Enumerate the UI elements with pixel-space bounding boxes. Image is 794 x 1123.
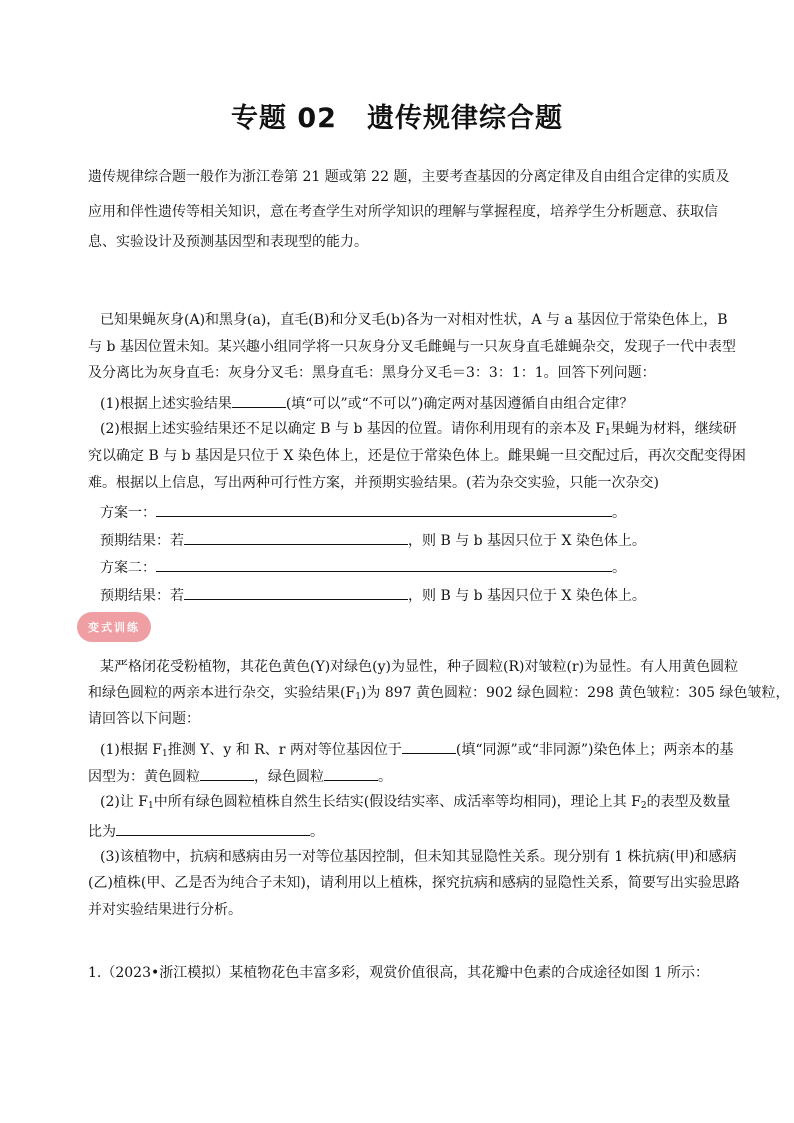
- expect-2-row: [100, 586, 646, 603]
- plan-1-row: [100, 503, 626, 520]
- end-mark: 。: [378, 769, 392, 785]
- expect-2-label: 预期结果：若: [100, 588, 184, 604]
- example-q2-line-2: 究以确定 B 与 b 基因是只位于 X 染色体上，还是位于常染色体上。雌果蝇一旦交配过后，再次交配变得困: [88, 448, 746, 464]
- answer-blank[interactable]: [402, 740, 456, 754]
- variant-stem-text: 和绿色圆粒的两亲本进行杂交，实验结果(F: [88, 685, 356, 701]
- plan-2-blank[interactable]: [156, 558, 612, 572]
- subscript: 1: [605, 428, 611, 438]
- intro-line-2: 应用和伴性遗传等相关知识，意在考查学生对所学知识的理解与掌握程度，培养学生分析题意、获取信: [88, 204, 718, 220]
- variant-q3-line-3: 并对实验结果进行分析。: [88, 902, 242, 918]
- variant-q3-line-1: (3)该植物中，抗病和感病由另一对等位基因控制，但未知其显隐性关系。现分别有 1 株抗病(甲)和感病: [100, 849, 737, 865]
- variant-q2-text: (2)让 F: [100, 794, 148, 810]
- example-q2-line-3: 难。根据以上信息，写出两种可行性方案，并预期实验结果。(若为杂交实验，只能一次杂交): [88, 475, 659, 491]
- example-q1: [100, 394, 633, 411]
- variant-q1-text-end: (填“同源”或“非同源”)染色体上；两亲本的基: [455, 742, 734, 758]
- plan-1-label: 方案一：: [100, 505, 156, 521]
- variant-q1-genotype-green: ，绿色圆粒: [254, 769, 324, 785]
- intro-line-1: 遗传规律综合题一般作为浙江卷第 21 题或第 22 题，主要考查基因的分离定律及自由组合定律的实质及: [88, 169, 730, 185]
- variant-q1-text-mid: 推测 Y、y 和 R、r 两对等位基因位于: [167, 742, 402, 758]
- example-q1-text: (1)根据上述实验结果: [100, 396, 232, 412]
- variant-stem-text-end: )为 897 黄色圆粒：902 绿色圆粒：298 黄色皱粒：305 绿色皱粒，: [360, 685, 790, 701]
- end-mark: 。: [612, 505, 626, 521]
- variant-stem-line-2: [88, 686, 790, 700]
- variant-q1-genotype-yellow: 因型为：黄色圆粒: [88, 769, 200, 785]
- example-stem-line-3: 及分离比为灰身直毛：灰身分叉毛：黑身直毛：黑身分叉毛＝3：3：1：1。回答下列问题：: [88, 365, 656, 381]
- variant-training-badge: 变式训练: [77, 612, 151, 642]
- title-part-2: 遗传规律综合题: [366, 103, 563, 134]
- answer-blank[interactable]: [200, 767, 254, 781]
- variant-stem-line-3: 请回答以下问题：: [88, 711, 200, 727]
- answer-blank[interactable]: [324, 767, 378, 781]
- question-1-stem: 1.（2023•浙江模拟）某植物花色丰富多彩，观赏价值很高，其花瓣中色素的合成途径如图 1 所示：: [88, 965, 710, 981]
- plan-2-row: [100, 558, 626, 575]
- variant-q2-ratio-label: 比为: [88, 824, 116, 840]
- variant-q2-text-mid: 中所有绿色圆粒植株自然生长结实(假设结实率、成活率等均相同)，理论上其 F: [153, 794, 641, 810]
- title-part-1: 专题 02: [231, 103, 337, 134]
- end-mark: 。: [612, 560, 626, 576]
- example-q2-text: (2)根据上述实验结果还不足以确定 B 与 b 基因的位置。请你利用现有的亲本及 F: [100, 421, 606, 437]
- variant-q1-line-2: [88, 767, 392, 784]
- answer-blank[interactable]: [232, 394, 286, 408]
- expect-2-text: ，则 B 与 b 基因只位于 X 染色体上。: [408, 588, 646, 604]
- variant-q1-text: (1)根据 F: [100, 742, 162, 758]
- expect-1-label: 预期结果：若: [100, 533, 184, 549]
- subscript: 1: [355, 692, 361, 702]
- variant-q2-text-end: 的表型及数量: [646, 794, 731, 810]
- example-stem-line-2: 与 b 基因位置未知。某兴趣小组同学将一只灰身分叉毛雌蝇与一只灰身直毛雄蝇杂交，发现子一代中表型: [88, 339, 736, 355]
- variant-q2-line-1: [100, 795, 731, 809]
- plan-2-label: 方案二：: [100, 560, 156, 576]
- subscript: 1: [148, 801, 154, 811]
- expect-1-text: ，则 B 与 b 基因只位于 X 染色体上。: [408, 533, 646, 549]
- answer-blank[interactable]: [116, 822, 310, 836]
- subscript: 2: [640, 801, 647, 811]
- expect-1-blank[interactable]: [184, 531, 408, 545]
- expect-1-row: [100, 531, 646, 548]
- variant-q1-line-1: [100, 740, 733, 757]
- variant-stem-line-1: 某严格闭花受粉植物，其花色黄色(Y)对绿色(y)为显性，种子圆粒(R)对皱粒(r)为显性。有人用黄色圆粒: [100, 659, 739, 675]
- variant-q3-line-2: (乙)植株(甲、乙是否为纯合子未知)，请利用以上植株，探究抗病和感病的显隐性关系，简要写出实验思路: [88, 875, 740, 891]
- variant-q2-line-2: [88, 822, 324, 839]
- expect-2-blank[interactable]: [184, 586, 408, 600]
- example-q1-text-end: (填“可以”或“不可以”)确定两对基因遵循自由组合定律？: [285, 396, 634, 412]
- end-mark: 。: [310, 824, 324, 840]
- page-title: [0, 96, 794, 135]
- subscript: 1: [162, 749, 168, 759]
- example-q2-line-1: [100, 422, 737, 436]
- example-stem-line-1: 已知果蝇灰身(A)和黑身(a)，直毛(B)和分叉毛(b)各为一对相对性状，A 与 a 基因位于常染色体上，B: [100, 312, 728, 328]
- example-q2-text-end: 果蝇为材料，继续研: [610, 421, 737, 437]
- plan-1-blank[interactable]: [156, 503, 612, 517]
- intro-line-3: 息、实验设计及预测基因型和表现型的能力。: [88, 234, 368, 250]
